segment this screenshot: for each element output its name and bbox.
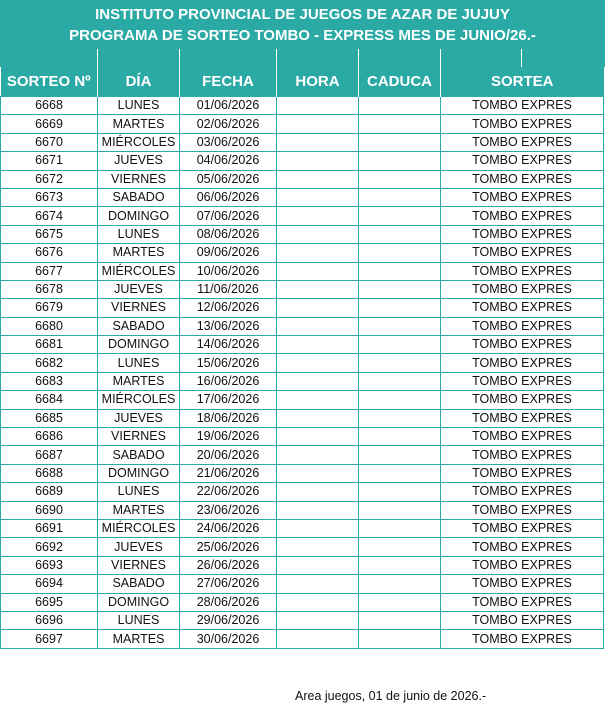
hour-cell (277, 354, 359, 372)
column-header-dia: DÍA (98, 67, 180, 97)
date-cell: 04/06/2026 (180, 152, 277, 170)
sorteo-number-cell: 6685 (1, 409, 98, 427)
game-cell: TOMBO EXPRES (441, 170, 604, 188)
date-cell: 08/06/2026 (180, 225, 277, 243)
table-row (1, 336, 604, 354)
day-cell: JUEVES (98, 538, 180, 556)
document-header (0, 0, 605, 49)
day-cell: VIERNES (98, 170, 180, 188)
day-cell: LUNES (98, 354, 180, 372)
hour-cell (277, 115, 359, 133)
table-row (1, 501, 604, 519)
table-row (1, 299, 604, 317)
expiry-cell (359, 483, 441, 501)
expiry-cell (359, 575, 441, 593)
sorteo-number-cell: 6697 (1, 630, 98, 648)
date-cell: 03/06/2026 (180, 133, 277, 151)
date-cell: 28/06/2026 (180, 593, 277, 611)
game-cell: TOMBO EXPRES (441, 556, 604, 574)
game-cell: TOMBO EXPRES (441, 446, 604, 464)
table-header-row (1, 67, 604, 97)
date-cell: 05/06/2026 (180, 170, 277, 188)
date-cell: 16/06/2026 (180, 372, 277, 390)
date-cell: 30/06/2026 (180, 630, 277, 648)
sorteo-number-cell: 6674 (1, 207, 98, 225)
hour-cell (277, 317, 359, 335)
sorteo-number-cell: 6681 (1, 336, 98, 354)
game-cell: TOMBO EXPRES (441, 336, 604, 354)
date-cell: 21/06/2026 (180, 464, 277, 482)
expiry-cell (359, 464, 441, 482)
game-cell: TOMBO EXPRES (441, 354, 604, 372)
expiry-cell (359, 262, 441, 280)
expiry-cell (359, 593, 441, 611)
date-cell: 29/06/2026 (180, 611, 277, 629)
sorteo-number-cell: 6696 (1, 611, 98, 629)
date-cell: 22/06/2026 (180, 483, 277, 501)
hour-cell (277, 409, 359, 427)
table-row (1, 575, 604, 593)
table-row (1, 428, 604, 446)
schedule-table (0, 67, 604, 649)
day-cell: DOMINGO (98, 207, 180, 225)
table-row (1, 207, 604, 225)
expiry-cell (359, 280, 441, 298)
sorteo-number-cell: 6679 (1, 299, 98, 317)
sorteo-number-cell: 6684 (1, 391, 98, 409)
hour-cell (277, 556, 359, 574)
table-row (1, 593, 604, 611)
day-cell: MIÉRCOLES (98, 391, 180, 409)
sorteo-number-cell: 6682 (1, 354, 98, 372)
date-cell: 09/06/2026 (180, 244, 277, 262)
table-row (1, 556, 604, 574)
sorteo-number-cell: 6692 (1, 538, 98, 556)
day-cell: SABADO (98, 317, 180, 335)
hour-cell (277, 280, 359, 298)
column-header-hora: HORA (277, 67, 359, 97)
column-header-caduca: CADUCA (359, 67, 441, 97)
game-cell: TOMBO EXPRES (441, 391, 604, 409)
hour-cell (277, 188, 359, 206)
table-row (1, 630, 604, 648)
table-row (1, 611, 604, 629)
header-title-line2: PROGRAMA DE SORTEO TOMBO - EXPRESS MES DE JUNIO/26.- (69, 27, 536, 44)
hour-cell (277, 97, 359, 115)
sorteo-number-cell: 6693 (1, 556, 98, 574)
sorteo-number-cell: 6672 (1, 170, 98, 188)
date-cell: 11/06/2026 (180, 280, 277, 298)
day-cell: JUEVES (98, 152, 180, 170)
table-row (1, 538, 604, 556)
table-row (1, 519, 604, 537)
table-row (1, 317, 604, 335)
hour-cell (277, 464, 359, 482)
date-cell: 23/06/2026 (180, 501, 277, 519)
header-title-line1: INSTITUTO PROVINCIAL DE JUEGOS DE AZAR DE JUJUY (95, 6, 510, 23)
table-row (1, 170, 604, 188)
sorteo-number-cell: 6688 (1, 464, 98, 482)
date-cell: 26/06/2026 (180, 556, 277, 574)
day-cell: MARTES (98, 372, 180, 390)
date-cell: 12/06/2026 (180, 299, 277, 317)
game-cell: TOMBO EXPRES (441, 409, 604, 427)
hour-cell (277, 575, 359, 593)
table-row (1, 225, 604, 243)
sorteo-number-cell: 6691 (1, 519, 98, 537)
hour-cell (277, 501, 359, 519)
game-cell: TOMBO EXPRES (441, 207, 604, 225)
table-row (1, 244, 604, 262)
hour-cell (277, 262, 359, 280)
date-cell: 19/06/2026 (180, 428, 277, 446)
game-cell: TOMBO EXPRES (441, 97, 604, 115)
hour-cell (277, 336, 359, 354)
table-row (1, 262, 604, 280)
date-cell: 20/06/2026 (180, 446, 277, 464)
hour-cell (277, 538, 359, 556)
table-row (1, 372, 604, 390)
day-cell: SABADO (98, 575, 180, 593)
column-header-sortea: SORTEA (441, 67, 604, 97)
sorteo-number-cell: 6678 (1, 280, 98, 298)
day-cell: VIERNES (98, 299, 180, 317)
expiry-cell (359, 372, 441, 390)
table-row (1, 483, 604, 501)
hour-cell (277, 483, 359, 501)
game-cell: TOMBO EXPRES (441, 428, 604, 446)
day-cell: LUNES (98, 225, 180, 243)
sorteo-number-cell: 6669 (1, 115, 98, 133)
table-row (1, 115, 604, 133)
game-cell: TOMBO EXPRES (441, 519, 604, 537)
day-cell: DOMINGO (98, 464, 180, 482)
expiry-cell (359, 115, 441, 133)
game-cell: TOMBO EXPRES (441, 133, 604, 151)
game-cell: TOMBO EXPRES (441, 372, 604, 390)
expiry-cell (359, 188, 441, 206)
column-header-sorteo: SORTEO Nº (1, 67, 98, 97)
game-cell: TOMBO EXPRES (441, 483, 604, 501)
game-cell: TOMBO EXPRES (441, 464, 604, 482)
hour-cell (277, 391, 359, 409)
footer-note: Area juegos, 01 de junio de 2026.- (295, 689, 487, 703)
expiry-cell (359, 152, 441, 170)
sorteo-number-cell: 6675 (1, 225, 98, 243)
sorteo-number-cell: 6670 (1, 133, 98, 151)
expiry-cell (359, 611, 441, 629)
column-header-fecha: FECHA (180, 67, 277, 97)
table-body (1, 97, 604, 649)
hour-cell (277, 207, 359, 225)
date-cell: 17/06/2026 (180, 391, 277, 409)
day-cell: JUEVES (98, 409, 180, 427)
expiry-cell (359, 225, 441, 243)
day-cell: LUNES (98, 97, 180, 115)
hour-cell (277, 446, 359, 464)
day-cell: MARTES (98, 244, 180, 262)
hour-cell (277, 170, 359, 188)
day-cell: VIERNES (98, 428, 180, 446)
game-cell: TOMBO EXPRES (441, 262, 604, 280)
sorteo-number-cell: 6680 (1, 317, 98, 335)
sorteo-number-cell: 6676 (1, 244, 98, 262)
expiry-cell (359, 244, 441, 262)
expiry-cell (359, 519, 441, 537)
hour-cell (277, 152, 359, 170)
hour-cell (277, 299, 359, 317)
date-cell: 06/06/2026 (180, 188, 277, 206)
expiry-cell (359, 391, 441, 409)
day-cell: MIÉRCOLES (98, 519, 180, 537)
expiry-cell (359, 538, 441, 556)
game-cell: TOMBO EXPRES (441, 611, 604, 629)
date-cell: 24/06/2026 (180, 519, 277, 537)
expiry-cell (359, 501, 441, 519)
day-cell: JUEVES (98, 280, 180, 298)
day-cell: MARTES (98, 501, 180, 519)
expiry-cell (359, 336, 441, 354)
date-cell: 15/06/2026 (180, 354, 277, 372)
sorteo-number-cell: 6671 (1, 152, 98, 170)
expiry-cell (359, 299, 441, 317)
expiry-cell (359, 207, 441, 225)
table-row (1, 354, 604, 372)
sorteo-number-cell: 6677 (1, 262, 98, 280)
expiry-cell (359, 409, 441, 427)
table-row (1, 280, 604, 298)
hour-cell (277, 244, 359, 262)
table-row (1, 97, 604, 115)
day-cell: LUNES (98, 483, 180, 501)
game-cell: TOMBO EXPRES (441, 501, 604, 519)
sorteo-number-cell: 6673 (1, 188, 98, 206)
sorteo-number-cell: 6686 (1, 428, 98, 446)
date-cell: 25/06/2026 (180, 538, 277, 556)
day-cell: MIÉRCOLES (98, 133, 180, 151)
game-cell: TOMBO EXPRES (441, 630, 604, 648)
day-cell: MIÉRCOLES (98, 262, 180, 280)
table-row (1, 391, 604, 409)
expiry-cell (359, 170, 441, 188)
hour-cell (277, 133, 359, 151)
table-row (1, 409, 604, 427)
game-cell: TOMBO EXPRES (441, 593, 604, 611)
day-cell: MARTES (98, 630, 180, 648)
day-cell: DOMINGO (98, 593, 180, 611)
table-row (1, 446, 604, 464)
day-cell: LUNES (98, 611, 180, 629)
day-cell: DOMINGO (98, 336, 180, 354)
date-cell: 27/06/2026 (180, 575, 277, 593)
expiry-cell (359, 428, 441, 446)
game-cell: TOMBO EXPRES (441, 317, 604, 335)
table-row (1, 133, 604, 151)
date-cell: 10/06/2026 (180, 262, 277, 280)
expiry-cell (359, 446, 441, 464)
sorteo-number-cell: 6668 (1, 97, 98, 115)
game-cell: TOMBO EXPRES (441, 538, 604, 556)
date-cell: 07/06/2026 (180, 207, 277, 225)
header-spacer-row (0, 49, 605, 67)
game-cell: TOMBO EXPRES (441, 152, 604, 170)
game-cell: TOMBO EXPRES (441, 188, 604, 206)
hour-cell (277, 519, 359, 537)
day-cell: MARTES (98, 115, 180, 133)
game-cell: TOMBO EXPRES (441, 575, 604, 593)
table-row (1, 152, 604, 170)
date-cell: 01/06/2026 (180, 97, 277, 115)
expiry-cell (359, 556, 441, 574)
table-row (1, 464, 604, 482)
day-cell: SABADO (98, 188, 180, 206)
day-cell: SABADO (98, 446, 180, 464)
date-cell: 13/06/2026 (180, 317, 277, 335)
date-cell: 18/06/2026 (180, 409, 277, 427)
sorteo-number-cell: 6687 (1, 446, 98, 464)
sorteo-number-cell: 6683 (1, 372, 98, 390)
game-cell: TOMBO EXPRES (441, 280, 604, 298)
hour-cell (277, 611, 359, 629)
sorteo-number-cell: 6689 (1, 483, 98, 501)
expiry-cell (359, 317, 441, 335)
day-cell: VIERNES (98, 556, 180, 574)
hour-cell (277, 372, 359, 390)
hour-cell (277, 428, 359, 446)
hour-cell (277, 593, 359, 611)
game-cell: TOMBO EXPRES (441, 115, 604, 133)
game-cell: TOMBO EXPRES (441, 299, 604, 317)
expiry-cell (359, 630, 441, 648)
hour-cell (277, 225, 359, 243)
hour-cell (277, 630, 359, 648)
expiry-cell (359, 354, 441, 372)
expiry-cell (359, 133, 441, 151)
sorteo-number-cell: 6694 (1, 575, 98, 593)
date-cell: 14/06/2026 (180, 336, 277, 354)
game-cell: TOMBO EXPRES (441, 225, 604, 243)
date-cell: 02/06/2026 (180, 115, 277, 133)
sorteo-number-cell: 6690 (1, 501, 98, 519)
expiry-cell (359, 97, 441, 115)
game-cell: TOMBO EXPRES (441, 244, 604, 262)
table-row (1, 188, 604, 206)
sorteo-number-cell: 6695 (1, 593, 98, 611)
